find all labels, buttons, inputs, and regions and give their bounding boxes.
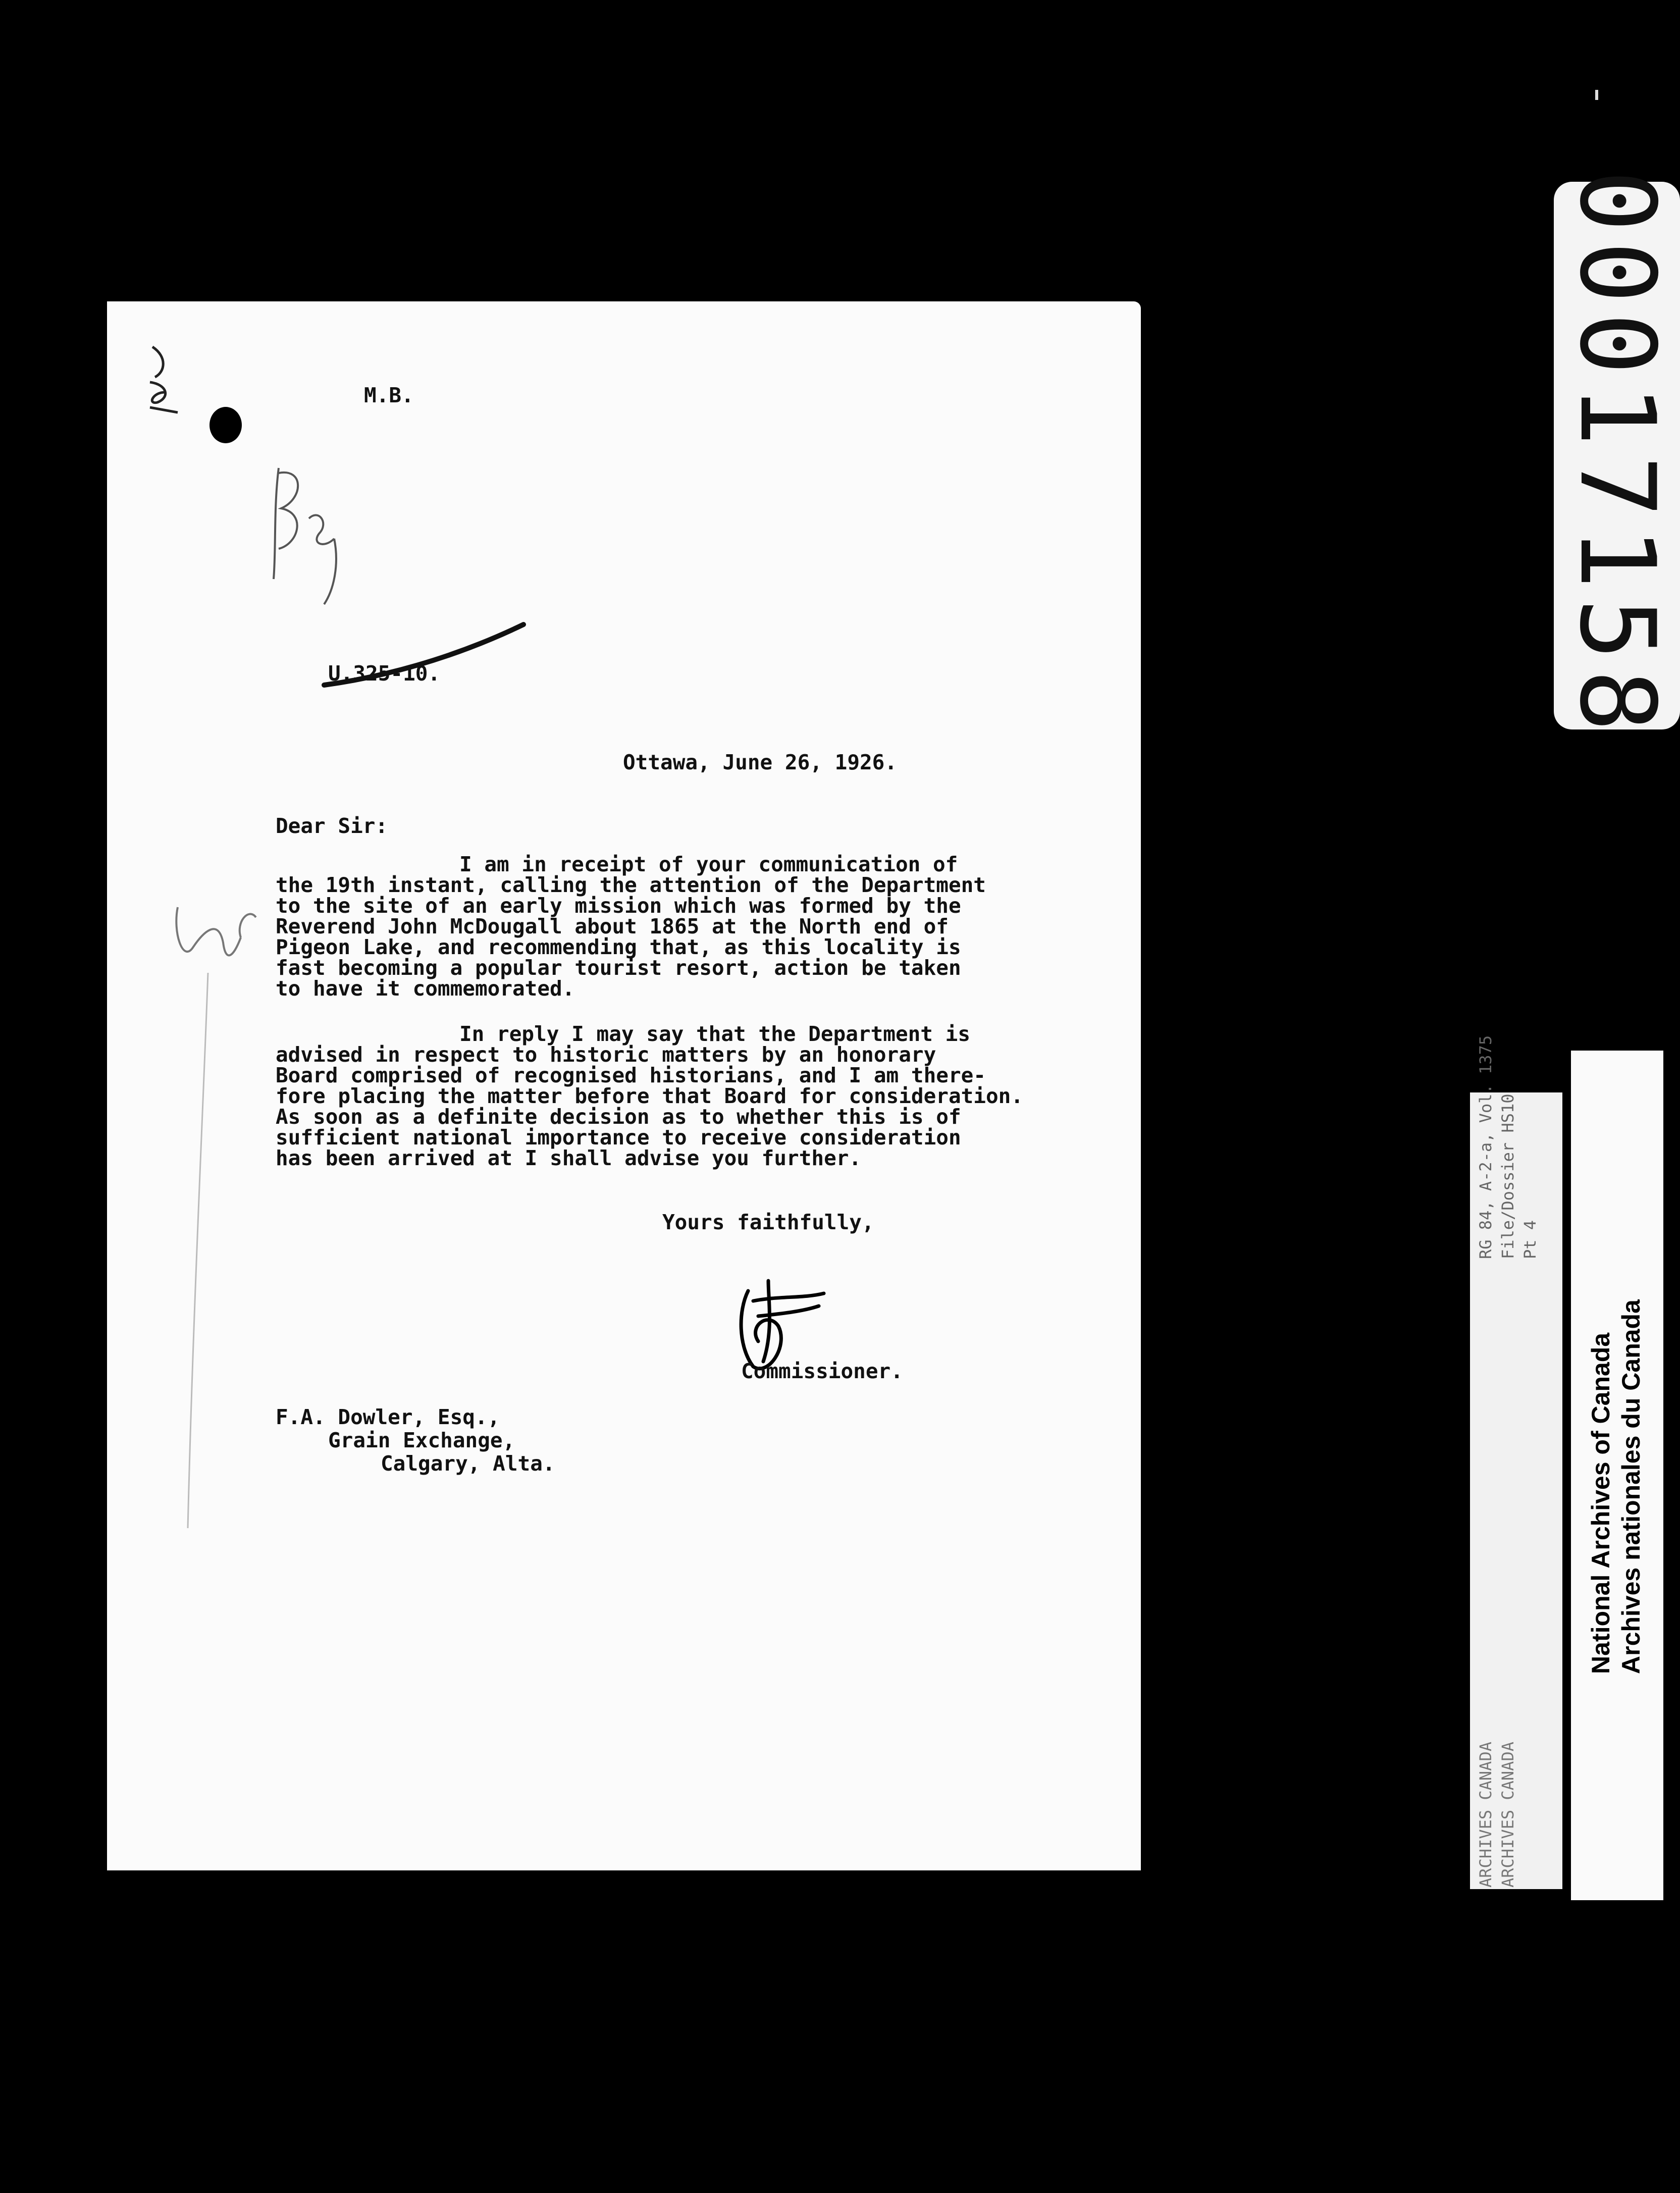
archive-stamp-line: ARCHIVES CANADA bbox=[1476, 1742, 1495, 1888]
paragraph-1-line: Pigeon Lake, and recommending that, as this locality is bbox=[276, 935, 961, 959]
dateline: Ottawa, June 26, 1926. bbox=[623, 750, 898, 774]
paragraph-1-line: fast becoming a popular tourist resort, action be taken bbox=[276, 956, 961, 980]
recipient-address-line: Grain Exchange, bbox=[328, 1428, 515, 1452]
institution-name-fr: Archives nationales du Canada bbox=[1617, 1299, 1645, 1674]
margin-initials-handwriting bbox=[147, 862, 269, 1543]
film-frame-number-background bbox=[1554, 170, 1680, 741]
margin-initials-handwriting bbox=[258, 448, 359, 609]
film-frame-number-tab bbox=[1554, 170, 1680, 741]
film-edge-mark bbox=[1595, 90, 1598, 100]
paragraph-1-line: Reverend John McDougall about 1865 at the North end of bbox=[276, 914, 949, 938]
institution-label bbox=[1571, 1051, 1663, 1900]
paragraph-2-line: Board comprised of recognised historians, and I am there- bbox=[276, 1063, 986, 1087]
signature-title: Commissioner. bbox=[741, 1359, 903, 1383]
ink-blot-mark bbox=[205, 405, 246, 445]
paragraph-2-line: In reply I may say that the Department is bbox=[459, 1022, 971, 1046]
file-number: U.325-10. bbox=[328, 661, 441, 686]
paragraph-1-line: the 19th instant, calling the attention of the Department bbox=[276, 873, 986, 897]
paragraph-1-line: I am in receipt of your communication of bbox=[459, 852, 958, 876]
reference-line: Pt 4 bbox=[1520, 1220, 1540, 1259]
margin-number-handwriting bbox=[137, 342, 193, 417]
reference-line: File/Dossier HS10 bbox=[1498, 1093, 1517, 1259]
paragraph-2-line: has been arrived at I shall advise you further. bbox=[276, 1146, 862, 1170]
pen-stroke-mark bbox=[319, 614, 531, 695]
initials-header: M.B. bbox=[364, 383, 414, 407]
archive-reference-strip bbox=[1470, 1035, 1562, 1889]
paragraph-2-line: fore placing the matter before that Board for consideration. bbox=[276, 1084, 1024, 1108]
recipient-address-line: Calgary, Alta. bbox=[381, 1451, 555, 1476]
letter-page bbox=[107, 301, 1141, 1870]
reference-line: RG 84, A-2-a, Vol. 1375 bbox=[1476, 1035, 1495, 1259]
paragraph-1-line: to have it commemorated. bbox=[276, 976, 575, 1001]
salutation: Dear Sir: bbox=[276, 814, 388, 838]
film-frame-number: 00017158 bbox=[1557, 170, 1677, 741]
paragraph-2-line: As soon as a definite decision as to whether this is of bbox=[276, 1105, 961, 1129]
archive-stamp-line: ARCHIVES CANADA bbox=[1498, 1742, 1517, 1888]
paragraph-2-line: sufficient national importance to receive consideration bbox=[276, 1125, 961, 1150]
institution-name-en: National Archives of Canada bbox=[1587, 1332, 1615, 1674]
closing: Yours faithfully, bbox=[662, 1210, 874, 1234]
paragraph-1-line: to the site of an early mission which was formed by the bbox=[276, 894, 961, 918]
paragraph-2-line: advised in respect to historic matters by an honorary bbox=[276, 1042, 936, 1067]
recipient-name: F.A. Dowler, Esq., bbox=[276, 1405, 500, 1429]
